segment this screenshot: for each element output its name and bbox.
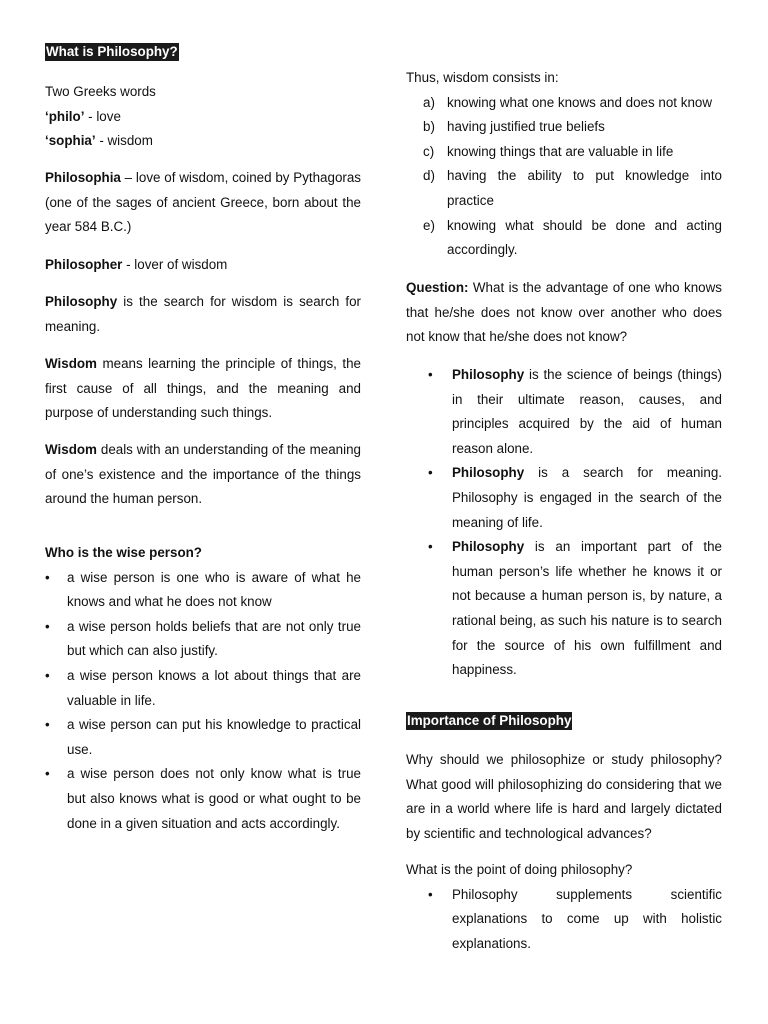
point-question: What is the point of doing philosophy? [406, 862, 633, 877]
bullet-icon: • [428, 886, 433, 902]
wisdom-consists-section [406, 66, 722, 263]
sophia-definition [45, 129, 361, 154]
list-marker: a) [423, 94, 435, 110]
philosophy-list [406, 363, 722, 683]
list-item: • a wise person does not only know what is true but also knows what is good or what ought to be done in a given situation and acts accordingly. [45, 762, 361, 836]
wise-person-section [45, 541, 361, 836]
philo-term: ‘philo’ [45, 108, 85, 124]
list-marker: b) [423, 119, 435, 135]
list-item: d) having the ability to put knowledge into practice [406, 164, 722, 213]
question-label: Question: [406, 280, 469, 295]
list-marker: d) [423, 168, 435, 184]
philosophia-paragraph [45, 166, 361, 240]
list-item: • a wise person is one who is aware of what he knows and what he does not know [45, 566, 361, 615]
list-item: • Philosophy is an important part of the human person’s life whether he knows it or not because a human person is, by nature, a rational being, as such his nature is to search for the source of his own fulfillment and happiness. [406, 535, 722, 683]
wisdom-term: Wisdom [45, 356, 97, 371]
list-marker: c) [423, 143, 435, 159]
bullet-icon: • [45, 717, 50, 733]
bullet-icon: • [428, 367, 433, 382]
sophia-term: ‘sophia’ [45, 133, 96, 149]
wisdom-term: Wisdom [45, 442, 97, 457]
wisdom-means-text: means learning the principle of things, the first cause of all things, and the meaning and purpose of understanding such things. [45, 356, 361, 421]
section-importance [406, 713, 722, 728]
list-item: e) knowing what should be done and acting accordingly. [406, 214, 722, 263]
philosophia-text: – love of wisdom, coined by Pythagoras (one of the sages of ancient Greece, born about the year 584 B.C.) [45, 170, 361, 235]
list-item: a) knowing what one knows and does not know [406, 91, 722, 116]
point-list [406, 883, 722, 957]
bullet-icon: • [45, 766, 50, 782]
question-text: What is the advantage of one who knows that he/she does not know over another who does not know that he/she does not know? [406, 280, 722, 345]
bullet-icon: • [428, 465, 433, 481]
question-paragraph [406, 276, 722, 350]
wisdom-means-paragraph [45, 352, 361, 426]
wisdom-deals-paragraph [45, 438, 361, 512]
sophia-def: - wisdom [95, 133, 153, 149]
why-paragraph: Why should we philosophize or study philosophy? What good will philosophizing do considering that we are in a world where life is hard and largely dictated by scientific and technological advances? [406, 752, 722, 841]
list-item: c) knowing things that are valuable in life [406, 140, 722, 165]
wisdom-deals-text: deals with an understanding of the meaning of one’s existence and the importance of the things around the human person. [45, 442, 361, 507]
philo-def: - love [84, 108, 121, 124]
bullet-icon: • [428, 539, 433, 555]
philosophy-search-paragraph [45, 290, 361, 339]
wise-person-heading: Who is the wise person? [45, 545, 202, 560]
list-item: • a wise person can put his knowledge to practical use. [45, 713, 361, 762]
list-item: • Philosophy is a search for meaning. Philosophy is engaged in the search of the meaning of life. [406, 461, 722, 535]
philosopher-paragraph [45, 253, 361, 278]
list-item: • a wise person knows a lot about things that are valuable in life. [45, 664, 361, 713]
philosophia-term: Philosophia [45, 170, 121, 185]
philosophy-definitions [406, 363, 722, 683]
wisdom-consists-list [406, 91, 722, 263]
wise-person-list [45, 566, 361, 837]
philosophy-search-text: is the search for wisdom is search for meaning. [45, 294, 361, 334]
section-heading: Importance of Philosophy [407, 713, 572, 728]
section-heading: What is Philosophy? [46, 44, 178, 59]
greek-words-intro: Two Greeks words [45, 84, 156, 99]
philo-definition [45, 105, 361, 130]
list-item: b) having justified true beliefs [406, 115, 722, 140]
greek-words [45, 80, 361, 154]
philosopher-term: Philosopher [45, 257, 123, 272]
bullet-icon: • [45, 618, 50, 634]
section-what-is-philosophy [45, 44, 361, 59]
bullet-icon: • [45, 667, 50, 683]
bullet-icon: • [45, 569, 50, 585]
list-item: • a wise person holds beliefs that are not only true but which can also justify. [45, 615, 361, 664]
philosophy-term: Philosophy [45, 294, 118, 309]
list-item: • Philosophy supplements scientific explanations to come up with holistic explanations. [406, 883, 722, 957]
point-section [406, 858, 722, 956]
philosopher-text: - lover of wisdom [122, 257, 228, 272]
list-item: • Philosophy is the science of beings (things) in their ultimate reason, causes, and principles acquired by the aid of human reason alone. [406, 363, 722, 461]
list-marker: e) [423, 217, 435, 233]
wisdom-consists-intro: Thus, wisdom consists in: [406, 70, 559, 85]
